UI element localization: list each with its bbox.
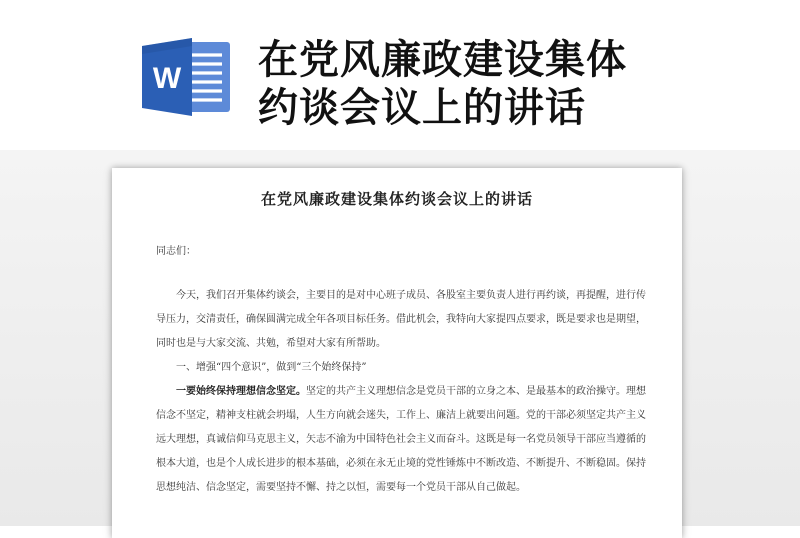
banner [0,0,800,150]
subheading: 一要始终保持理想信念坚定。 [176,386,306,397]
banner-title [258,36,778,132]
document-body [156,240,646,500]
banner-title-line1: 在党风廉政建设集体 [258,37,627,83]
section-heading: 一、增强“四个意识”，做到“三个始终保持” [176,362,367,373]
word-logo-letter: W [152,62,182,95]
document-title: 在党风廉政建设集体约谈会议上的讲话 [260,190,533,208]
paragraph-text: 坚定的共产主义理想信念是党员干部的立身之本、是最基本的政治操守。理想信念不坚定，精神支柱就会坍塌，人生方向就会迷失，工作上、廉洁上就要出问题。党的干部必须坚定共产主义远大理想，真诚信仰马克思主义，矢志不渝为中国特色社会主义而奋斗。这既是每一名党员领导干部应当遵循的根本大道，也是个人成长进步的根本基础，必须在永无止境的党性锤炼中不断改造、不断提升、不断稳固。保持思想纯洁、信念坚定，需要坚持不懈、持之以恒，需要每一个党员干部从自己做起。 [156,386,646,493]
document-page [112,168,682,538]
paragraph-intro: 今天，我们召开集体约谈会，主要目的是对中心班子成员、各股室主要负责人进行再约谈，再提醒，进行传导压力，交清责任，确保圆满完成全年各项目标任务。借此机会，我特向大家提四点要求，既是要求也是期望，同时也是与大家交流、共勉，希望对大家有所帮助。 [156,290,646,349]
salutation: 同志们： [156,246,196,257]
word-logo-icon [140,36,232,118]
paragraph-section-1 [156,380,646,500]
banner-title-line2: 约谈会议上的讲话 [258,85,586,131]
